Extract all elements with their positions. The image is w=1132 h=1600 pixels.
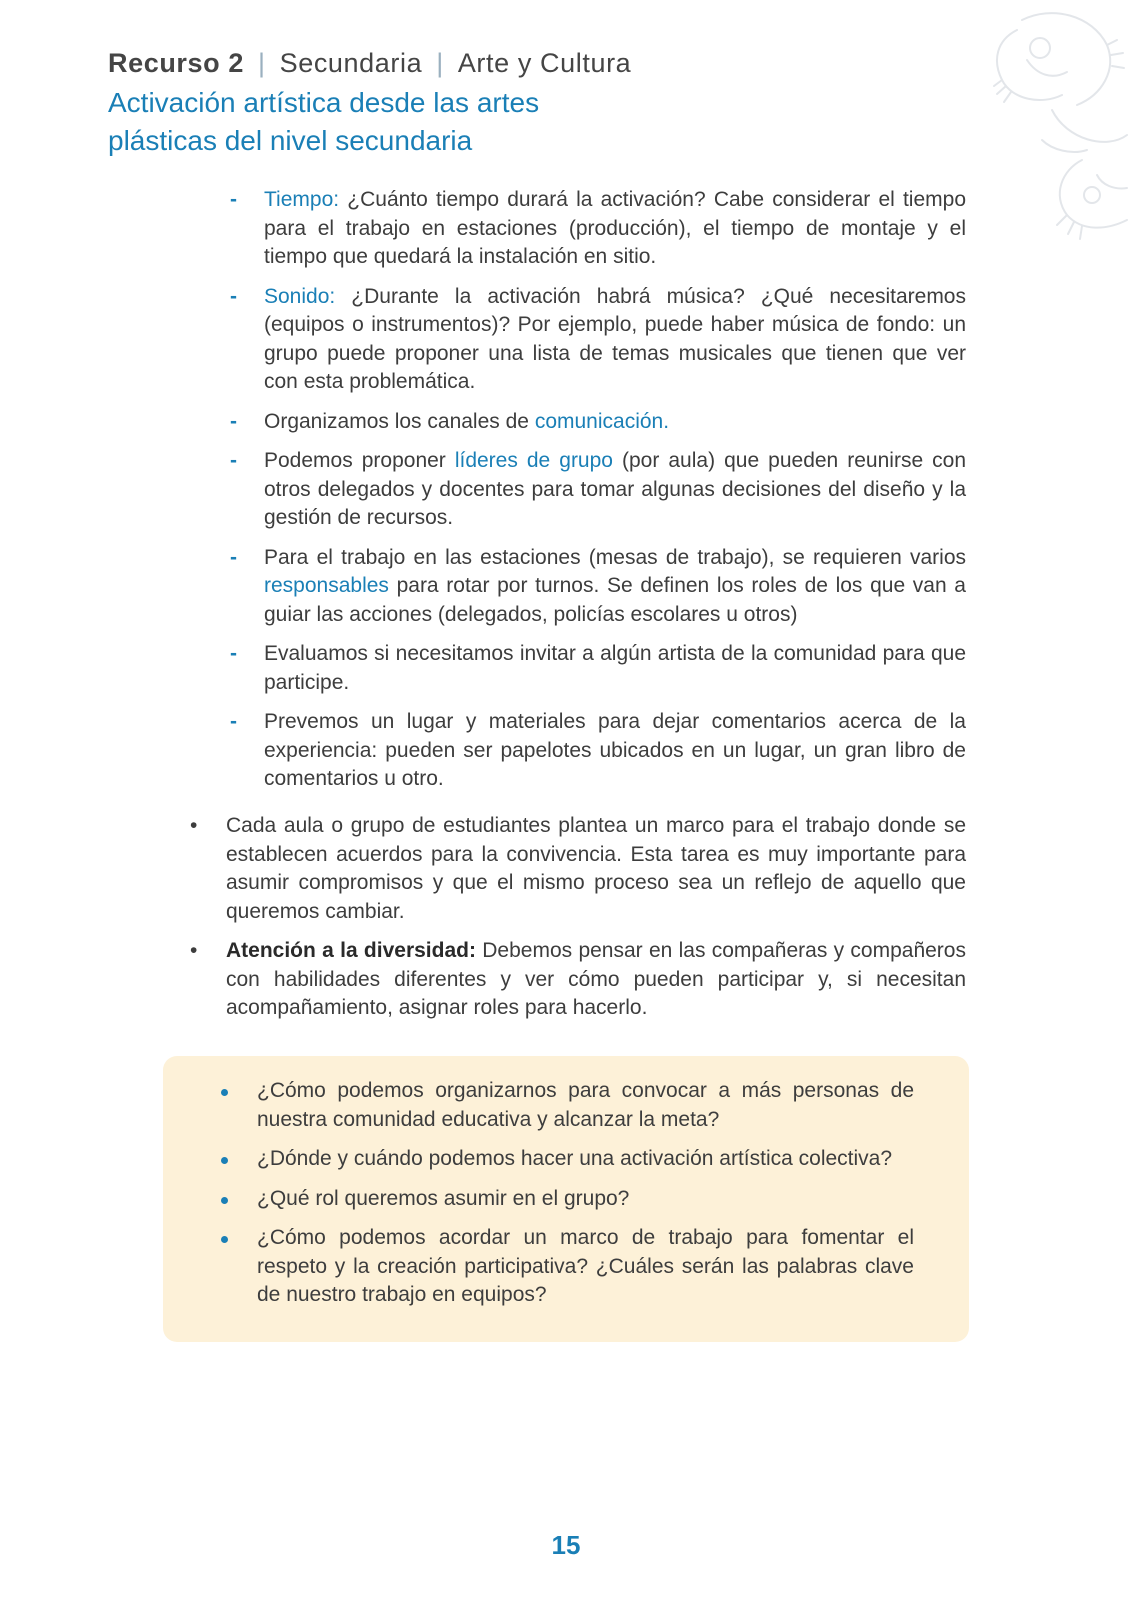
item-text: Evaluamos si necesitamos invitar a algún artista de la comunidad para que participe. xyxy=(264,642,966,694)
bullet-text: Cada aula o grupo de estudiantes plantea un marco para el trabajo donde se establecen acuerdos para la convivencia. Esta tarea es muy importante para asumir compromisos y que el mismo proceso sea un reflejo de aquello que queremos cambiar. xyxy=(226,814,966,923)
title-line-2: plásticas del nivel secundaria xyxy=(108,125,473,156)
item-highlight: responsables xyxy=(264,574,389,597)
list-item-sonido xyxy=(230,283,966,397)
questions-list xyxy=(221,1077,914,1321)
question-text: ¿Cómo podemos organizarnos para convocar a más personas de nuestra comunidad educativa y alcanzar la meta? xyxy=(257,1079,914,1131)
dash-marker: - xyxy=(230,545,237,569)
list-item-comentarios xyxy=(230,708,966,794)
item-text: ¿Cuánto tiempo durará la activación? Cabe considerar el tiempo para el trabajo en estaciones (producción), el tiempo de montaje y el tiempo que quedará la instalación en sitio. xyxy=(264,188,966,268)
item-highlight: Tiempo: xyxy=(264,188,340,211)
question-item xyxy=(221,1077,914,1134)
dash-marker: - xyxy=(230,284,237,308)
dash-marker: - xyxy=(230,642,237,665)
item-text: para rotar por turnos. Se definen los roles de los que van a guiar las acciones (delegados, policías escolares u otros) xyxy=(264,574,966,626)
item-text: Prevemos un lugar y materiales para dejar comentarios acerca de la experiencia: pueden ser papelotes ubicados en un lugar, un gran libro de comentarios u otro. xyxy=(264,710,966,790)
blue-bullet-dot xyxy=(221,1197,228,1204)
page-title xyxy=(108,84,631,160)
item-text: ¿Durante la activación habrá música? ¿Qué necesitaremos (equipos o instrumentos)? Por ejemplo, puede haber música de fondo: un grupo puede proponer una lista de temas musicales que tienen que ver con esta problemática. xyxy=(264,284,966,393)
dash-marker: - xyxy=(230,409,237,433)
item-highlight: Sonido: xyxy=(264,284,336,308)
dash-marker: - xyxy=(230,710,237,733)
bullet-item-diversidad xyxy=(188,937,966,1023)
planning-dash-list xyxy=(230,186,966,805)
breadcrumb-separator: | xyxy=(436,48,444,78)
item-highlight: líderes de grupo xyxy=(454,449,613,472)
question-text: ¿Dónde y cuándo podemos hacer una activación artística colectiva? xyxy=(257,1147,893,1170)
list-item-tiempo xyxy=(230,186,966,272)
list-item-artista xyxy=(230,640,966,697)
blue-bullet-dot xyxy=(221,1157,228,1164)
item-text: Organizamos los canales de xyxy=(264,409,535,433)
resource-label: Recurso 2 xyxy=(108,48,244,78)
breadcrumb xyxy=(108,44,631,82)
title-line-1: Activación artística desde las artes xyxy=(108,87,540,118)
item-text: Podemos proponer xyxy=(264,449,455,472)
reflection-questions-box xyxy=(163,1056,969,1342)
item-text: Para el trabajo en las estaciones (mesas de trabajo), se requieren varios xyxy=(264,545,966,569)
page-header xyxy=(108,44,631,160)
question-text: ¿Cómo podemos acordar un marco de trabajo para fomentar el respeto y la creación participativa? ¿Cuáles serán las palabras clave de nuestro trabajo en equipos? xyxy=(257,1226,914,1306)
list-item-responsables xyxy=(230,544,966,630)
breadcrumb-separator: | xyxy=(257,48,266,78)
question-text: ¿Qué rol queremos asumir en el grupo? xyxy=(257,1186,630,1210)
bullet-marker: • xyxy=(190,939,198,962)
blue-bullet-dot xyxy=(221,1089,228,1096)
page-number: 15 xyxy=(551,1530,581,1560)
dash-marker: - xyxy=(230,188,237,211)
bullet-text: Debemos pensar en las compañeras y compañeros con habilidades diferentes y ver cómo pueden participar y, si necesitan acompañamiento, asignar roles para hacerlo. xyxy=(226,939,966,1019)
dash-marker: - xyxy=(230,449,237,472)
main-bullet-list xyxy=(188,812,966,1034)
bullet-item-marco xyxy=(188,812,966,926)
blue-bullet-dot xyxy=(221,1236,228,1243)
area-label: Arte y Cultura xyxy=(457,48,632,78)
item-text: (por aula) que pueden reunirse con otros delegados y docentes para tomar algunas decisiones del diseño y la gestión de recursos. xyxy=(264,449,966,529)
question-item xyxy=(221,1224,914,1310)
list-item-lideres xyxy=(230,447,966,533)
item-highlight: comunicación. xyxy=(534,409,670,433)
question-item xyxy=(221,1145,914,1174)
list-item-comunicacion xyxy=(230,408,966,437)
bullet-marker: • xyxy=(190,814,198,837)
level-label: Secundaria xyxy=(279,48,423,78)
bullet-strong: Atención a la diversidad: xyxy=(226,939,476,962)
question-item xyxy=(221,1185,914,1214)
